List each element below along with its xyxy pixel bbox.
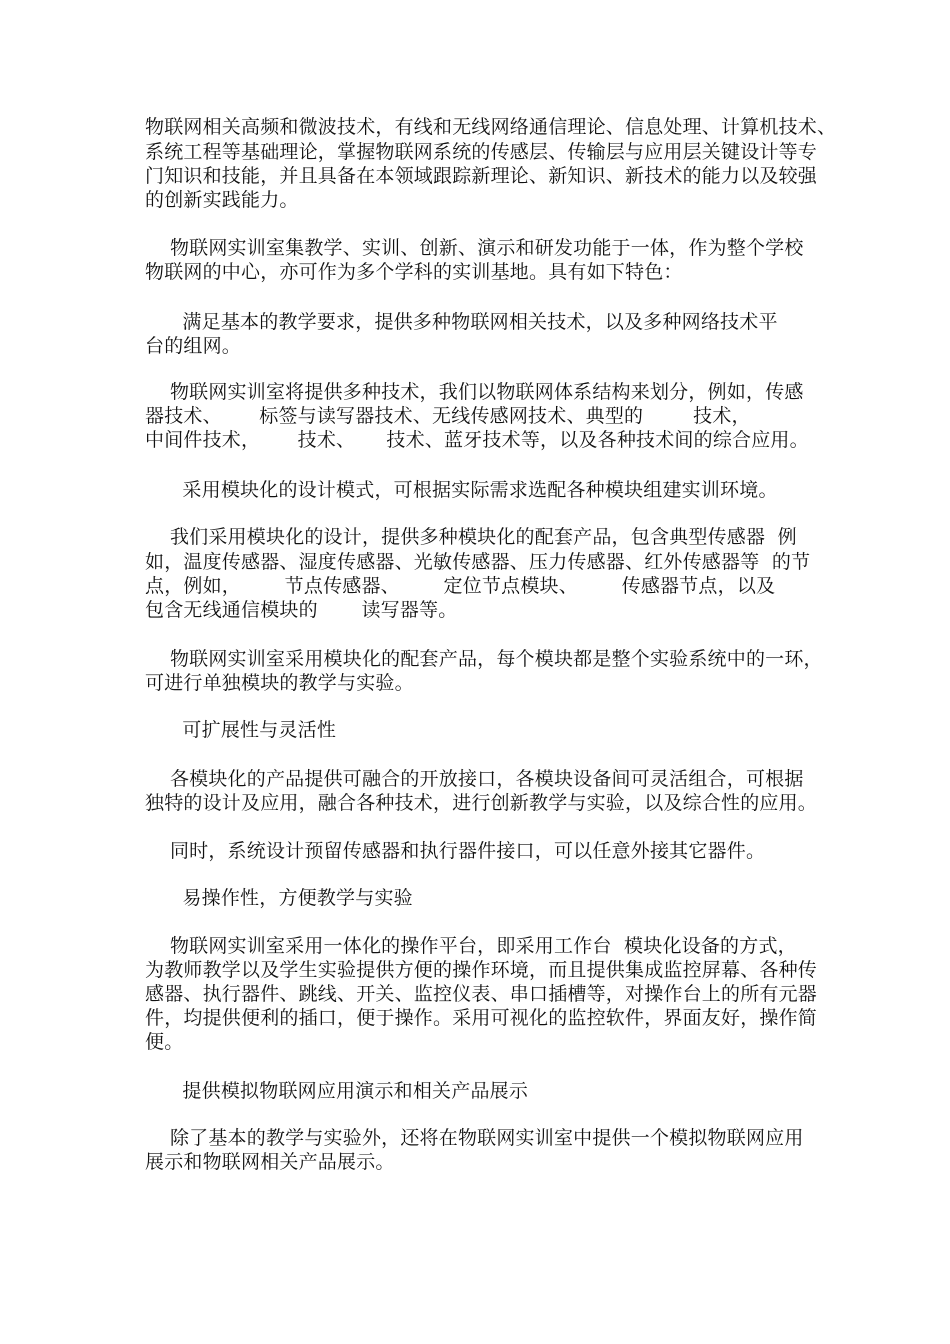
paragraph-6-line-3: 点，例如， 节点传感器、 定位节点模块、 传感器节点，以及 [145, 575, 776, 597]
paragraph-3-line-2: 台的组网。 [145, 335, 242, 357]
paragraph-12-line-2: 为教师教学以及学生实验提供方便的操作环境，而且提供集成监控屏幕、各种传 [145, 959, 818, 981]
paragraph-7-line-1: 物联网实训室采用模块化的配套产品，每个模块都是整个实验系统中的一环， [145, 648, 823, 670]
paragraph-9-line-1: 各模块化的产品提供可融合的开放接口，各模块设备间可灵活组合，可根据 [145, 768, 804, 790]
paragraph-6-line-1: 我们采用模块化的设计，提供多种模块化的配套产品，包含典型传感器 例 [145, 526, 797, 548]
paragraph-3-line-1: 满足基本的教学要求，提供多种物联网相关技术，以及多种网络技术平 [145, 311, 778, 333]
paragraph-2-line-2: 物联网的中心，亦可作为多个学科的实训基地。具有如下特色： [145, 261, 683, 283]
section-heading-usability: 易操作性，方便教学与实验 [145, 887, 413, 909]
paragraph-5-line-1: 采用模块化的设计模式，可根据实际需求选配各种模块组建实训环境。 [145, 479, 778, 501]
paragraph-1-line-1: 物联网相关高频和微波技术，有线和无线网络通信理论、信息处理、计算机技术、 [145, 116, 837, 138]
paragraph-1-line-4: 的创新实践能力。 [145, 189, 299, 211]
paragraph-14-line-1: 除了基本的教学与实验外，还将在物联网实训室中提供一个模拟物联网应用 [145, 1127, 804, 1149]
paragraph-12-line-4: 件，均提供便利的插口，便于操作。采用可视化的监控软件，界面友好，操作简 [145, 1007, 818, 1029]
section-heading-scalability: 可扩展性与灵活性 [145, 719, 337, 741]
paragraph-2-line-1: 物联网实训室集教学、实训、创新、演示和研发功能于一体，作为整个学校 [145, 237, 804, 259]
paragraph-1-line-3: 门知识和技能，并且具备在本领域跟踪新理论、新知识、新技术的能力以及较强 [145, 165, 818, 187]
section-heading-demo: 提供模拟物联网应用演示和相关产品展示 [145, 1080, 529, 1102]
paragraph-6-line-4: 包含无线通信模块的 读写器等。 [145, 599, 458, 621]
paragraph-4-line-3: 中间件技术， 技术、 技术、蓝牙技术等，以及各种技术间的综合应用。 [145, 429, 809, 451]
paragraph-14-line-2: 展示和物联网相关产品展示。 [145, 1151, 395, 1173]
paragraph-12-line-5: 便。 [145, 1031, 184, 1053]
paragraph-10-line-1: 同时，系统设计预留传感器和执行器件接口，可以任意外接其它器件。 [145, 840, 766, 862]
paragraph-12-line-3: 感器、执行器件、跳线、开关、监控仪表、串口插槽等，对操作台上的所有元器 [145, 983, 818, 1005]
paragraph-4-line-1: 物联网实训室将提供多种技术，我们以物联网体系结构来划分，例如，传感 [145, 381, 804, 403]
paragraph-6-line-2: 如，温度传感器、湿度传感器、光敏传感器、压力传感器、红外传感器等 的节 [145, 551, 811, 573]
paragraph-12-line-1: 物联网实训室采用一体化的操作平台，即采用工作台 模块化设备的方式， [145, 935, 797, 957]
paragraph-1-line-2: 系统工程等基础理论，掌握物联网系统的传感层、传输层与应用层关键设计等专 [145, 141, 818, 163]
paragraph-9-line-2: 独特的设计及应用，融合各种技术，进行创新教学与实验，以及综合性的应用。 [145, 792, 818, 814]
paragraph-4-line-2: 器技术、 标签与读写器技术、无线传感网技术、典型的 技术， [145, 405, 751, 427]
paragraph-7-line-2: 可进行单独模块的教学与实验。 [145, 672, 414, 694]
